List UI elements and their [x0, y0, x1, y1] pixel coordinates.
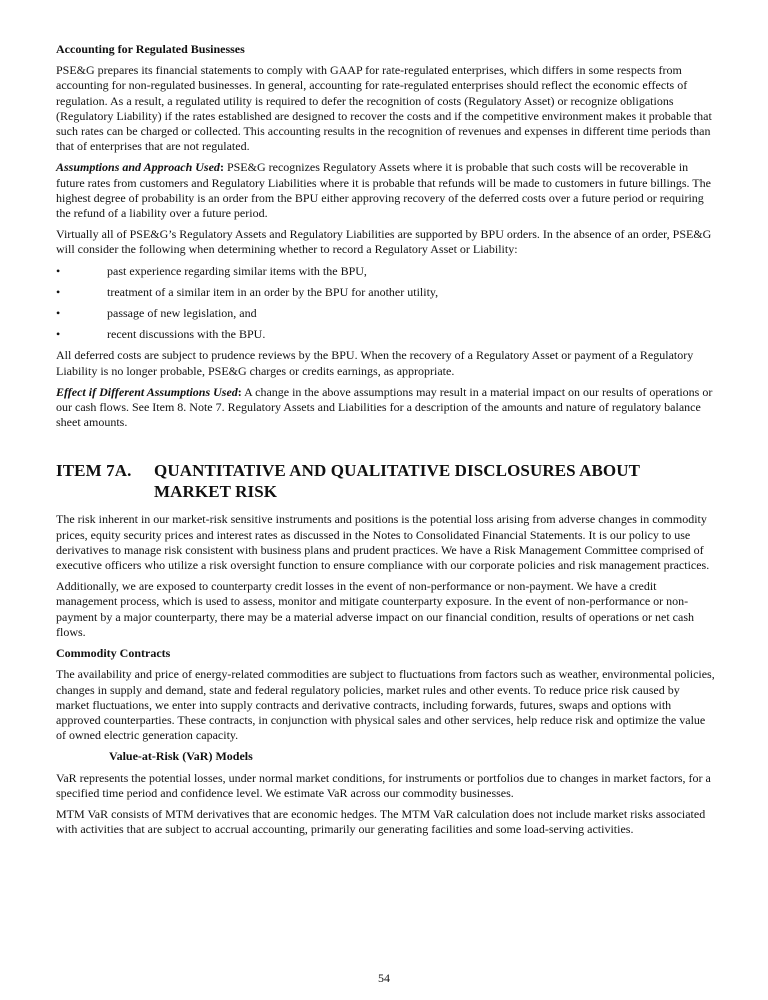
paragraph-counterparty: Additionally, we are exposed to counterparty credit losses in the event of non-performance or non-payment. We have a credit management process, which is used to assess, monitor and mitigate counterparty exposure. In the event of non-performance or non-payment by a major counterparty, there may be a material adverse impact on our financial condition, results of operations or net cash flows.: [56, 579, 694, 639]
section-heading-accounting: Accounting for Regulated Businesses: [56, 42, 245, 56]
item-number: ITEM 7A.: [56, 461, 132, 481]
assumptions-text: PSE&G recognizes Regulatory Assets where it is probable that such costs will be recoverable in future rates from customers and Regulatory Liabilities where it is probable that refunds will be made to customers in future billings. The highest degree of probability is an order from the BPU either approving recovery of the deferred costs over a future period or requiring the refund of a liability over a future period.: [56, 160, 711, 221]
effect-lead: Effect if Different Assumptions Used: [56, 384, 238, 399]
paragraph-virtually: Virtually all of PSE&G’s Regulatory Assets and Regulatory Liabilities are supported by BPU orders. In the absence of an order, PSE&G will consider the following when determining whether to record a Regulatory Asset or Liability:: [56, 227, 712, 257]
list-item-text: recent discussions with the BPU.: [107, 327, 266, 342]
list-item-text: passage of new legislation, and: [107, 306, 257, 321]
paragraph-effect: [56, 385, 716, 431]
paragraph-mtm-var: MTM VaR consists of MTM derivatives that are economic hedges. The MTM VaR calculation does not include market risks associated with activities that are subject to accrual accounting, primarily our generating facilities and some load-serving activities.: [56, 806, 706, 837]
effect-colon: :: [237, 384, 242, 399]
paragraph-market-risk: The risk inherent in our market-risk sensitive instruments and positions is the potential loss arising from adverse changes in commodity prices, equity security prices and interest rates as discussed in the Notes to Consolidated Financial Statements. It is our policy to use derivatives to manage risk consistent with business plans and prudent practices. We have a Risk Management Committee comprised of executive officers who utilize a risk oversight function to ensure compliance with our corporate policies and risk management practices.: [56, 512, 710, 573]
paragraph-var: VaR represents the potential losses, under normal market conditions, for instruments or portfolios due to changes in market factors, for a specified time period and confidence level. We estimate VaR across our commodity businesses.: [56, 770, 711, 800]
document-page: [56, 42, 716, 843]
item-7a-heading: [56, 460, 716, 502]
list-item-text: treatment of a similar item in an order by the BPU for another utility,: [107, 284, 439, 299]
paragraph-assumptions: [56, 160, 716, 221]
bullet-icon: •: [56, 263, 61, 278]
list-item-text: past experience regarding similar items with the BPU,: [107, 263, 367, 278]
paragraph-deferred-costs: All deferred costs are subject to prudence reviews by the BPU. When the recovery of a Regulatory Asset or payment of a Regulatory Liability is no longer probable, PSE&G charges or credits earnings, as appropriate.: [56, 348, 694, 378]
assumptions-lead: Assumptions and Approach Used: [56, 160, 220, 175]
bullet-icon: •: [56, 306, 61, 321]
list-item: [56, 264, 716, 279]
assumptions-colon: :: [219, 160, 224, 175]
list-item: [56, 327, 716, 342]
effect-text: A change in the above assumptions may result in a material impact on our results of operations or our cash flows. See Item 8. Note 7. Regulatory Assets and Liabilities for a description of the amounts and nature of regulatory balance sheet amounts.: [56, 384, 713, 430]
bullet-icon: •: [56, 284, 61, 299]
list-item: [56, 285, 716, 300]
page-number: 54: [378, 971, 390, 985]
list-item: [56, 306, 716, 321]
paragraph-commodity: The availability and price of energy-related commodities are subject to fluctuations from factors such as weather, environmental policies, changes in supply and demand, state and federal regulatory policies, market rules and other events. To reduce price risk caused by market fluctuations, we enter into supply contracts and derivative contracts, including forwards, futures, swaps and options with approved counterparties. These contracts, in conjunction with physical sales and other services, help reduce risk and optimize the value of owned electric generation capacity.: [56, 667, 715, 743]
bullet-icon: •: [56, 327, 61, 342]
item-title: QUANTITATIVE AND QUALITATIVE DISCLOSURES ABOUT MARKET RISK: [154, 461, 640, 502]
criteria-list: [56, 264, 716, 343]
section-heading-var: Value-at-Risk (VaR) Models: [109, 749, 253, 764]
paragraph-accounting-intro: PSE&G prepares its financial statements to comply with GAAP for rate-regulated enterprises, which differs in some respects from accounting for non-regulated businesses. In general, accounting for rate-regulated enterprises should reflect the economic effects of regulation. As a result, a regulated utility is required to defer the recognition of costs (Regulatory Asset) or recognize obligations (Regulatory Liability) if the rates established are designed to recover the costs and if the competitive environment makes it probable that such rates can be charged or collected. This accounting results in the recognition of revenues and expenses in different time periods than that of enterprises that are not regulated.: [56, 63, 712, 154]
section-heading-commodity: Commodity Contracts: [56, 646, 171, 661]
